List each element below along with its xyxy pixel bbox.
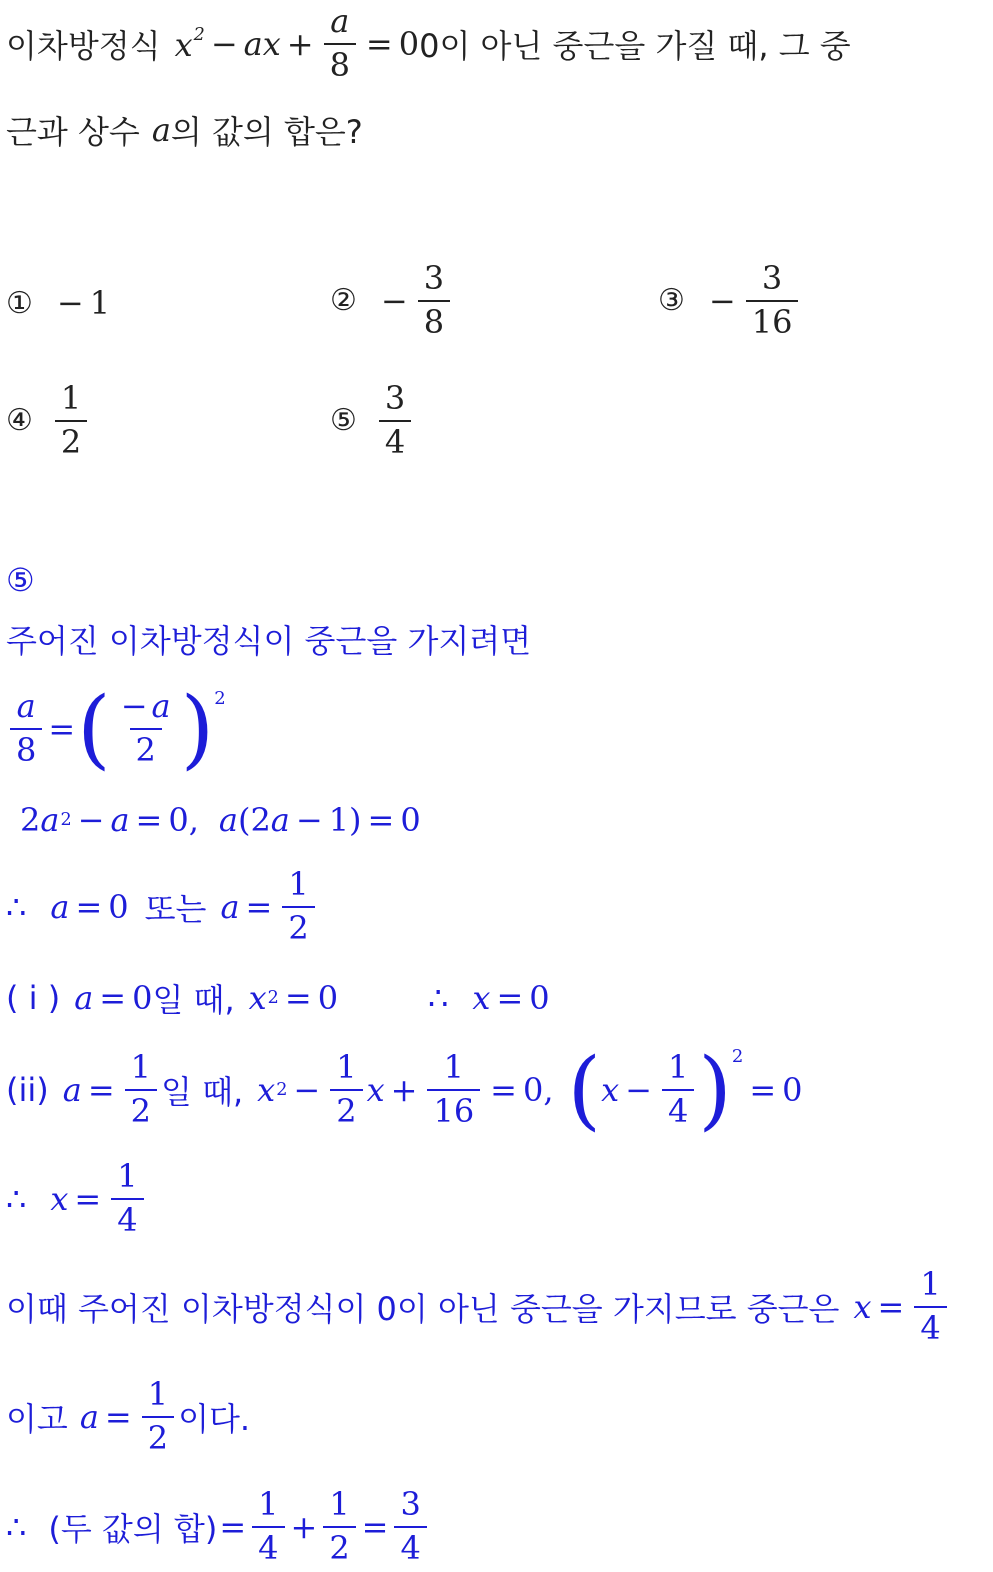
question-line-2: 근과 상수 a 의 값의 합은?: [6, 108, 363, 152]
choice-5[interactable]: ⑤ $\frac{3}{4}$: [330, 382, 415, 459]
solution-eq-2: 2 a 2 − a = 0, a (2 a − 1) = 0: [20, 801, 421, 839]
solution-conclusion-1: 이때 주어진 이차방정식이 0이 아닌 중근을 가지므로 중근은 x = $\frac{1}{4}$: [6, 1264, 951, 1350]
solution-eq-3: ∴ a = 0 또는 a = $\frac{1}{2}$: [6, 864, 319, 950]
choice-1[interactable]: ① − 1: [6, 284, 111, 322]
solution-conclusion-2: 이고 a = $\frac{1}{2}$ 이다.: [6, 1375, 251, 1457]
equation-x-squared: $x^2$: [174, 24, 205, 64]
question-suffix: 0이 아닌 중근을 가질 때, 그 중: [419, 27, 851, 65]
solution-eq-x: ∴ x = $\frac{1}{4}$: [6, 1156, 148, 1242]
answer-mark: ⑤: [6, 561, 35, 599]
question-line-1: 이차방정식 $x^2$ − ax + $\frac{a}{8}$ = 0 0이 아닌 중근을 가질 때, 그 중: [6, 2, 851, 84]
choice-3[interactable]: ③ − $\frac{3}{16}$: [658, 262, 802, 339]
solution-case-2: (ii) a = $\frac{1}{2}$ 일 때, x 2 − $\frac{1}{2}$ x + $\frac{1}{16}$ = 0, ( x − $\frac{1}{4}$ ) 2 = 0: [6, 1040, 803, 1140]
solution-final: ∴ (두 값의 합) = $\frac{1}{4}$ + $\frac{1}{2}$ = $\frac{3}{4}$: [6, 1484, 431, 1570]
question-prefix-2: 근과 상수: [6, 113, 140, 151]
solution-intro: 주어진 이차방정식이 중근을 가지려면: [6, 622, 532, 660]
solution-case-1: ( i ) a = 0 일 때, x 2 = 0 ∴ x = 0: [6, 979, 550, 1019]
choice-4[interactable]: ④ $\frac{1}{2}$: [6, 382, 91, 459]
choice-2[interactable]: ② − $\frac{3}{8}$: [330, 262, 454, 339]
question-suffix-2: 의 값의 합은?: [170, 113, 363, 151]
fraction-a-over-8: $\frac{a}{8}$: [324, 5, 356, 82]
solution-eq-1: $\frac{a}{8}$ = ( $\frac{- a}{2}$ ) 2: [6, 686, 226, 772]
question-prefix: 이차방정식: [6, 27, 161, 65]
